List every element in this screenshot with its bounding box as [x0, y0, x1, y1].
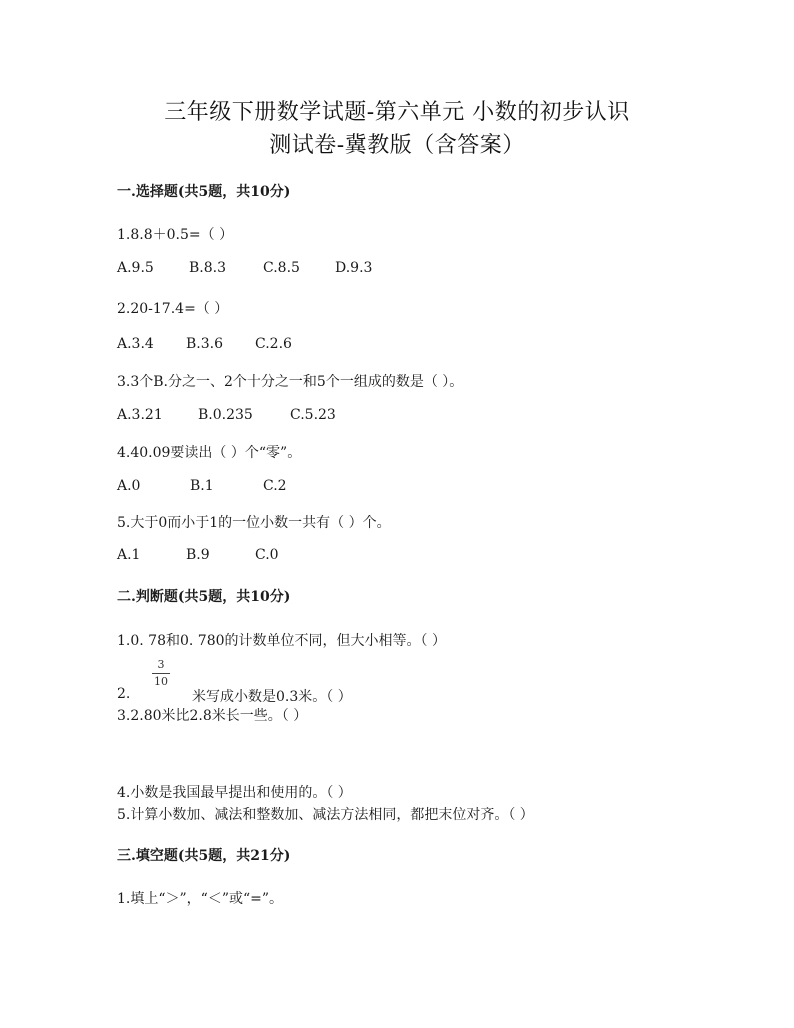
s1-q1-options [117, 260, 372, 276]
option-b: B.1 [190, 478, 214, 494]
option-a: A.0 [117, 478, 141, 494]
s2-q5: 5.计算小数加、减法和整数加、减法方法相同，都把末位对齐。（ ） [117, 807, 534, 823]
s1-q5-options [117, 547, 279, 563]
option-b: B.9 [186, 547, 210, 563]
s2-q2-text: 米写成小数是0.3米。（ ） [192, 689, 352, 705]
s1-q3-stem: 3.3个B.分之一、2个十分之一和5个一组成的数是（ ）。 [117, 374, 464, 390]
fraction-numerator: 3 [157, 658, 165, 671]
s2-q2-prefix: 2. [117, 686, 131, 702]
s3-q1: 1.填上“＞”，“＜”或“=”。 [117, 891, 284, 907]
option-a: A.9.5 [117, 260, 154, 276]
s1-q1-stem: 1.8.8＋0.5=（ ） [117, 227, 234, 243]
option-b: B.3.6 [186, 336, 224, 352]
page-title-line2: 测试卷-冀教版（含答案） [269, 133, 525, 158]
option-d: D.9.3 [335, 260, 373, 276]
fraction-three-tenths [152, 659, 170, 688]
s1-q5-stem: 5.大于0而小于1的一位小数一共有（ ）个。 [117, 515, 391, 531]
fraction-denominator: 10 [154, 675, 168, 688]
section2-heading: 二.判断题(共5题，共10分) [117, 589, 291, 605]
s1-q3-options [117, 407, 336, 423]
s2-q4: 4.小数是我国最早提出和使用的。（ ） [117, 785, 352, 801]
option-b: B.0.235 [198, 407, 253, 423]
section3-heading: 三.填空题(共5题，共21分) [117, 848, 291, 864]
section1-heading: 一.选择题(共5题，共10分) [117, 184, 291, 200]
option-c: C.5.23 [290, 407, 336, 423]
option-a: A.1 [117, 547, 141, 563]
option-c: C.8.5 [263, 260, 300, 276]
option-a: A.3.21 [117, 407, 163, 423]
s1-q4-options [117, 478, 287, 494]
s1-q2-options [117, 336, 292, 352]
option-c: C.2.6 [255, 336, 292, 352]
fraction-bar [152, 673, 170, 674]
option-c: C.2 [263, 478, 287, 494]
s2-q3: 3.2.80米比2.8米长一些。（ ） [117, 708, 308, 724]
option-a: A.3.4 [117, 336, 154, 352]
option-b: B.8.3 [189, 260, 227, 276]
s2-q1: 1.0. 78和0. 780的计数单位不同，但大小相等。（ ） [117, 633, 446, 649]
option-c: C.0 [255, 547, 279, 563]
s1-q4-stem: 4.40.09要读出（ ）个“零”。 [117, 445, 302, 461]
s1-q2-stem: 2.20-17.4=（ ） [117, 301, 229, 317]
page-title-line1: 三年级下册数学试题-第六单元 小数的初步认识 [164, 100, 630, 125]
